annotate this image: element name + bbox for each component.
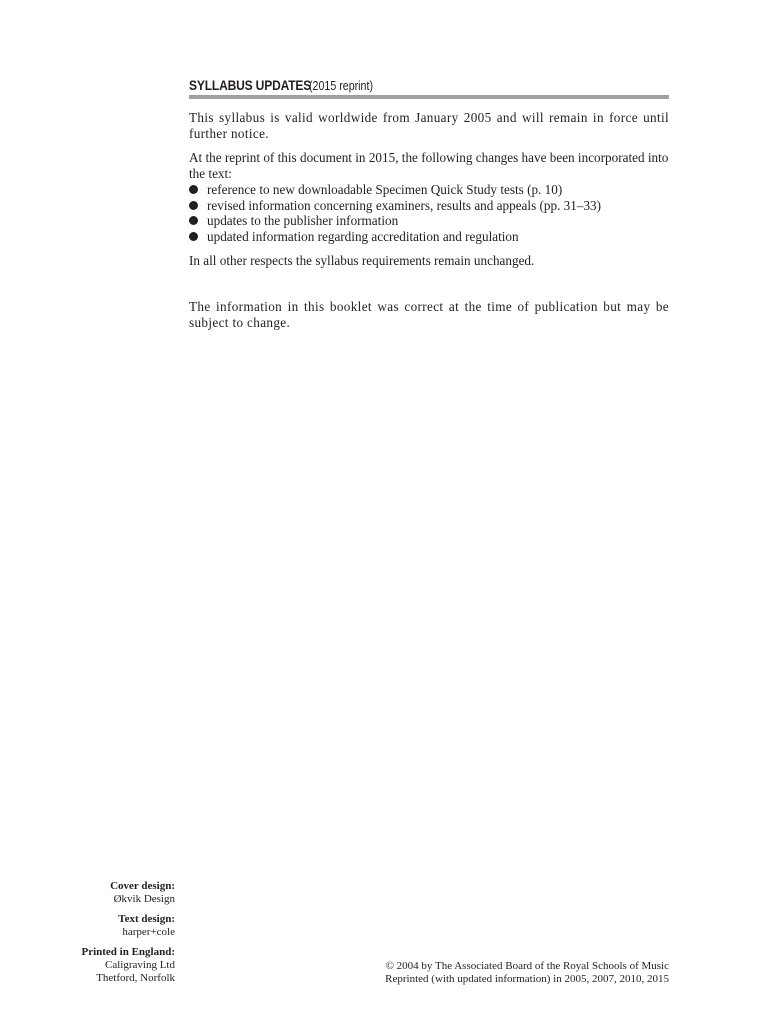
copyright-block — [385, 960, 669, 986]
printer-location: Thetford, Norfolk — [96, 972, 175, 984]
heading-subtitle: (2015 reprint) — [309, 78, 373, 93]
body-text — [189, 110, 669, 331]
section-heading — [189, 77, 669, 97]
copyright-line: © 2004 by The Associated Board of the Royal Schools of Music — [385, 960, 669, 972]
cover-design-value: Økvik Design — [113, 893, 175, 905]
printer-credit — [40, 946, 175, 985]
cover-design-credit — [40, 880, 175, 906]
changes-list — [189, 182, 669, 244]
list-item — [189, 213, 669, 229]
text-design-value: harper+cole — [122, 926, 175, 938]
cover-design-label: Cover design: — [110, 880, 175, 892]
list-item — [189, 229, 669, 245]
bullet-icon — [189, 201, 198, 210]
bullet-icon — [189, 216, 198, 225]
reprint-line: Reprinted (with updated information) in 2005, 2007, 2010, 2015 — [385, 973, 669, 985]
bullet-icon — [189, 185, 198, 194]
list-item-text: updated information regarding accreditation and regulation — [207, 228, 519, 244]
list-item — [189, 198, 669, 214]
text-design-credit — [40, 913, 175, 939]
disclaimer-paragraph: The information in this booklet was correct at the time of publication but may be subject to change. — [189, 299, 669, 330]
other-respects-paragraph: In all other respects the syllabus requirements remain unchanged. — [189, 253, 535, 268]
bullet-icon — [189, 232, 198, 241]
printed-label: Printed in England: — [81, 946, 175, 958]
list-item-text: updates to the publisher information — [207, 213, 399, 228]
heading-rule — [189, 95, 669, 99]
list-item — [189, 182, 669, 198]
list-item-text: reference to new downloadable Specimen Quick Study tests (p. 10) — [207, 182, 563, 197]
text-design-label: Text design: — [118, 913, 175, 925]
list-item-text: revised information concerning examiners, results and appeals (pp. 31–33) — [207, 197, 602, 213]
printer-name: Caligraving Ltd — [105, 959, 175, 971]
changes-intro-paragraph: At the reprint of this document in 2015, the following changes have been incorporated into the text: — [189, 150, 669, 181]
validity-paragraph: This syllabus is valid worldwide from January 2005 and will remain in force until further notice. — [189, 110, 669, 141]
heading-title: SYLLABUS UPDATES — [189, 77, 312, 93]
credits-block — [40, 880, 175, 992]
